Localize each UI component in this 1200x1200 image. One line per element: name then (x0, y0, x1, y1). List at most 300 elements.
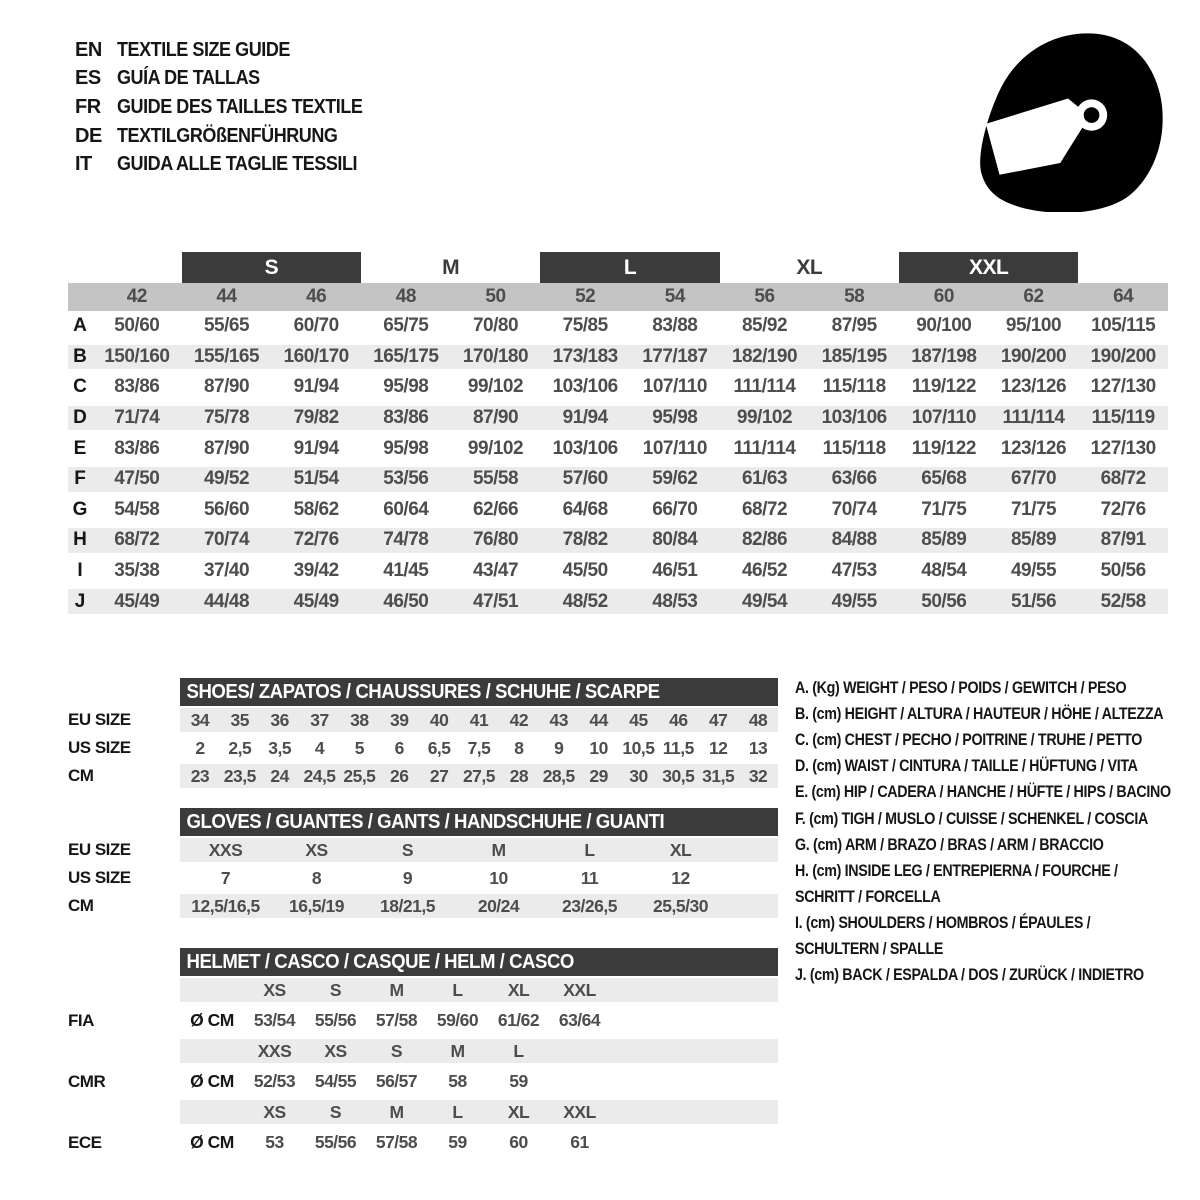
cell: 28 (509, 765, 529, 786)
cell: 182/190 (731, 345, 798, 367)
legend-text: I. (cm) SHOULDERS / HOMBROS / ÉPAULES / (795, 912, 1091, 932)
cell: XXL (563, 1101, 596, 1122)
cell: 115/119 (1091, 407, 1155, 429)
cell: M (491, 839, 506, 860)
cell: 55/56 (314, 1132, 357, 1152)
diameter-unit: Ø CM (190, 1132, 234, 1152)
cell: 123/126 (1000, 437, 1067, 459)
cell: 91/94 (293, 376, 339, 398)
cell: 12,5/16,5 (191, 895, 260, 916)
cell: 177/187 (642, 345, 708, 367)
cell: 105/115 (1091, 315, 1156, 337)
cell: 83/88 (652, 315, 698, 337)
cell: L (452, 979, 463, 1000)
cell: 115/118 (822, 376, 886, 398)
cell: 4 (314, 737, 325, 758)
cell: XS (263, 979, 286, 1000)
cell: 49/55 (1010, 560, 1057, 582)
cell: 35 (230, 709, 250, 730)
cell: 56/57 (375, 1071, 418, 1091)
legend-text: SCHRITT / FORCELLA (795, 886, 941, 906)
cell: 2,5 (228, 737, 252, 758)
diameter-unit: Ø CM (190, 1071, 234, 1091)
cell: 51/54 (293, 468, 339, 490)
size-group-xl: XL (796, 255, 823, 279)
cell: 127/130 (1090, 376, 1156, 398)
lang-title: GUIDE DES TAILLES TEXTILE (117, 95, 363, 118)
lang-row (75, 93, 390, 122)
cell: 35/38 (114, 560, 160, 582)
lang-code: IT (75, 153, 92, 176)
cell: 87/95 (831, 315, 877, 337)
cell: 47/50 (114, 468, 160, 490)
cell: 28,5 (542, 765, 575, 786)
helmet-fia-values-row (68, 1004, 778, 1037)
cell: 47/51 (472, 590, 519, 612)
cell: 10 (589, 737, 608, 758)
cell: 107/110 (911, 407, 976, 429)
gloves-us-row (68, 864, 778, 892)
cell: 185/195 (821, 345, 887, 367)
legend-line (795, 753, 1185, 779)
cell: S (329, 1101, 342, 1122)
cell: 12 (671, 867, 690, 888)
lang-row (75, 150, 390, 179)
cell: 170/180 (462, 345, 529, 367)
cell: XXS (257, 1040, 292, 1061)
cell: 99/102 (467, 437, 524, 459)
cell: 8 (311, 867, 322, 888)
cell: 91/94 (562, 407, 608, 429)
cell: 37 (310, 709, 329, 730)
cell: 40 (429, 709, 449, 730)
cell: 99/102 (736, 407, 793, 429)
lang-row (75, 122, 390, 151)
cell: 23 (190, 765, 210, 786)
cell: 50/60 (114, 315, 160, 337)
cell: M (450, 1040, 465, 1061)
row-label: CMR (68, 1071, 106, 1091)
cell: 82/86 (741, 529, 788, 551)
size-col: 52 (575, 286, 596, 307)
cell: 85/89 (1010, 529, 1057, 551)
cell: 7 (220, 867, 231, 888)
cell: 190/200 (1000, 345, 1067, 367)
size-group-m: M (442, 255, 460, 279)
cell: 53/56 (383, 468, 429, 490)
cell: 91/94 (293, 437, 339, 459)
cell: 63/64 (558, 1010, 601, 1030)
cell: 11 (580, 867, 599, 888)
cell: 68/72 (114, 529, 160, 551)
gloves-table (68, 808, 778, 920)
legend-line (795, 832, 1185, 858)
helmet-table (68, 948, 778, 1159)
cell: 48/54 (921, 560, 967, 582)
cell: S (390, 1040, 403, 1061)
cell: 23/26,5 (562, 895, 617, 916)
cell: 47 (708, 709, 728, 730)
spacer (68, 1037, 180, 1065)
cell: 103/106 (552, 437, 618, 459)
cell: 27,5 (462, 765, 496, 786)
textile-size-table (68, 252, 1168, 617)
cell: 150/160 (104, 345, 170, 367)
cell: 20/24 (477, 895, 520, 916)
cell: XL (669, 839, 692, 860)
cell: 50/56 (1100, 560, 1146, 582)
cell: XS (324, 1040, 347, 1061)
cell: XS (305, 839, 328, 860)
cell: 26 (390, 765, 409, 786)
cell: 59 (509, 1071, 528, 1091)
cell: 51/56 (1010, 590, 1057, 612)
lang-title: GUIDA ALLE TAGLIE TESSILI (117, 153, 358, 176)
cell: 57/58 (375, 1132, 418, 1152)
cell: 49/52 (203, 468, 250, 490)
cell: 12 (708, 737, 728, 758)
cell: 55/56 (314, 1010, 357, 1030)
helmet-cmr-sizes-row (68, 1037, 778, 1065)
cell: 54/55 (314, 1071, 357, 1091)
cell: 55/58 (472, 468, 519, 490)
spacer (68, 1098, 180, 1126)
cell: 39 (390, 709, 409, 730)
size-col: 64 (1113, 286, 1134, 307)
lang-code: DE (75, 124, 102, 147)
numeric-size-row (68, 283, 1168, 311)
size-group-l: L (540, 252, 719, 283)
language-title-block (75, 36, 390, 179)
cell: 78/82 (562, 529, 608, 551)
diameter-unit: Ø CM (190, 1010, 234, 1030)
cell: 71/75 (921, 498, 967, 520)
cell: 46/50 (383, 590, 429, 612)
helmet-fia-sizes-row (68, 976, 778, 1004)
legend-text: B. (cm) HEIGHT / ALTURA / HAUTEUR / HÖHE / ALTEZZA (795, 704, 1164, 724)
cell: 95/100 (1005, 315, 1062, 337)
cell: 72/76 (1100, 498, 1146, 520)
cell: 58/62 (293, 498, 339, 520)
cell: 83/86 (383, 407, 429, 429)
cell: 46/52 (741, 560, 788, 582)
cell: 55/65 (203, 315, 250, 337)
lang-title: GUÍA DE TALLAS (117, 67, 260, 90)
cell: S (401, 839, 414, 860)
cell: 53 (265, 1132, 284, 1152)
cell: 25,5 (343, 765, 376, 786)
cell: 111/114 (1002, 407, 1065, 429)
size-col: 44 (216, 286, 237, 307)
cell: 54/58 (114, 498, 160, 520)
cell: 5 (354, 737, 364, 758)
cell: 10 (489, 867, 508, 888)
cell: 32 (748, 765, 768, 786)
cell: 75/85 (562, 315, 608, 337)
shoes-us-row (68, 734, 778, 762)
cell: XXL (563, 979, 596, 1000)
cell: M (389, 979, 404, 1000)
cell: 59 (448, 1132, 467, 1152)
cell: 79/82 (293, 407, 339, 429)
cell: 65/68 (921, 468, 967, 490)
legend-line (795, 858, 1185, 884)
cell: 16,5/19 (289, 895, 344, 916)
size-group-s: S (182, 252, 361, 283)
row-label: CM (68, 766, 94, 785)
legend-line (795, 727, 1185, 753)
size-col: 48 (395, 286, 416, 307)
cell: 9 (402, 867, 413, 888)
cell: 190/200 (1090, 345, 1156, 367)
cell: 52/53 (253, 1071, 296, 1091)
cell: 187/198 (911, 345, 977, 367)
cell: S (329, 979, 342, 1000)
cell: 61 (570, 1132, 589, 1152)
cell: 70/74 (203, 529, 250, 551)
cell: 2 (195, 737, 205, 758)
size-col: 54 (664, 286, 685, 307)
cell: 111/114 (733, 437, 796, 459)
cell: 48/52 (562, 590, 608, 612)
cell: 107/110 (642, 437, 707, 459)
gloves-cm-row (68, 892, 778, 920)
cell: 63/66 (831, 468, 877, 490)
row-label: EU SIZE (68, 710, 131, 729)
cell: 115/118 (822, 437, 886, 459)
cell: 61/62 (497, 1010, 540, 1030)
size-col: 50 (485, 286, 506, 307)
cell: 10,5 (622, 737, 655, 758)
cell: 27 (429, 765, 449, 786)
legend-line (795, 910, 1185, 936)
cell: 60/64 (383, 498, 429, 520)
cell: 66/70 (652, 498, 698, 520)
gloves-title: GLOVES / GUANTES / GANTS / HANDSCHUHE / GUANTI (186, 810, 665, 833)
measurement-legend (795, 675, 1185, 988)
cell: 64/68 (562, 498, 608, 520)
cell: 95/98 (652, 407, 698, 429)
cell: L (452, 1101, 463, 1122)
full-face-helmet-icon (972, 26, 1168, 212)
cell: 90/100 (916, 315, 972, 337)
cell: 80/84 (652, 529, 698, 551)
cell: XXS (208, 839, 243, 860)
lang-row (75, 65, 390, 94)
shoes-table (68, 678, 778, 790)
cell: 7,5 (467, 737, 491, 758)
gloves-title-bar (180, 808, 778, 836)
cell: 50/56 (921, 590, 967, 612)
cell: 34 (190, 709, 210, 730)
lang-code: EN (75, 38, 102, 61)
cell: 70/80 (472, 315, 519, 337)
cell: 36 (270, 709, 289, 730)
legend-line (795, 936, 1185, 962)
cell: 61/63 (741, 468, 788, 490)
cell: 74/78 (383, 529, 429, 551)
cell: 87/90 (203, 376, 250, 398)
cell: 103/106 (821, 407, 887, 429)
table-row-e (68, 433, 1168, 464)
cell: 53/54 (253, 1010, 296, 1030)
helmet-title-bar (180, 948, 778, 976)
cell: 59/60 (436, 1010, 479, 1030)
lang-title: TEXTILE SIZE GUIDE (117, 38, 290, 61)
cell: 30 (629, 765, 648, 786)
row-label: ECE (68, 1132, 102, 1152)
cell: 18/21,5 (380, 895, 435, 916)
row-label: EU SIZE (68, 840, 131, 859)
legend-text: D. (cm) WAIST / CINTURA / TAILLE / HÜFTUNG / VITA (795, 756, 1138, 776)
lang-code: ES (75, 67, 101, 90)
cell: 29 (589, 765, 608, 786)
cell: 72/76 (293, 529, 339, 551)
cell: 67/70 (1010, 468, 1057, 490)
cell: 57/60 (562, 468, 608, 490)
row-label: B (73, 345, 87, 367)
shoes-eu-row (68, 706, 778, 734)
legend-text: G. (cm) ARM / BRAZO / BRAS / ARM / BRACCIO (795, 834, 1104, 854)
cell: 65/75 (383, 315, 429, 337)
legend-line (795, 675, 1185, 701)
cell: 41/45 (383, 560, 429, 582)
cell: 99/102 (467, 376, 524, 398)
legend-line (795, 805, 1185, 831)
table-row-c (68, 372, 1168, 403)
legend-line (795, 962, 1185, 988)
cell: 71/75 (1010, 498, 1057, 520)
table-row-j (68, 586, 1168, 617)
cell: 24 (270, 765, 289, 786)
cell: 68/72 (741, 498, 788, 520)
shoes-title-bar (180, 678, 778, 706)
legend-text: SCHULTERN / SPALLE (795, 938, 944, 958)
shoes-title: SHOES/ ZAPATOS / CHAUSSURES / SCHUHE / SCARPE (186, 680, 660, 703)
cell: 45/50 (562, 560, 608, 582)
cell: 173/183 (552, 345, 618, 367)
cell: 9 (554, 737, 564, 758)
cell: 85/92 (741, 315, 788, 337)
legend-line (795, 779, 1185, 805)
size-group-xxl: XXL (899, 252, 1078, 283)
legend-text: C. (cm) CHEST / PECHO / POITRINE / TRUHE / PETTO (795, 730, 1142, 750)
legend-text: A. (Kg) WEIGHT / PESO / POIDS / GEWITCH / PESO (795, 678, 1127, 698)
cell: 103/106 (552, 376, 618, 398)
cell: 119/122 (911, 376, 976, 398)
row-label: H (73, 529, 87, 551)
cell: 49/55 (831, 590, 877, 612)
gloves-eu-row (68, 836, 778, 864)
cell: 44 (589, 709, 608, 730)
row-label: F (74, 468, 86, 490)
cell: 76/80 (472, 529, 519, 551)
cell: 95/98 (383, 437, 429, 459)
helmet-ece-values-row (68, 1126, 778, 1159)
table-row-b (68, 342, 1168, 373)
row-label: E (73, 437, 87, 459)
cell: 57/58 (375, 1010, 418, 1030)
helmet-ece-sizes-row (68, 1098, 778, 1126)
cell: XL (507, 979, 530, 1000)
table-row-a (68, 311, 1168, 342)
legend-text: E. (cm) HIP / CADERA / HANCHE / HÜFTE / HIPS / BACINO (795, 782, 1171, 802)
cell: 6 (394, 737, 404, 758)
row-label: J (74, 590, 86, 612)
legend-line (795, 884, 1185, 910)
cell: L (584, 839, 595, 860)
row-label: C (73, 376, 87, 398)
cell: 85/89 (921, 529, 967, 551)
cell: 42 (509, 709, 529, 730)
cell: 62/66 (472, 498, 519, 520)
size-col: 60 (933, 286, 954, 307)
cell: 3,5 (268, 737, 292, 758)
cell: 43 (549, 709, 568, 730)
cell: 56/60 (203, 498, 250, 520)
cell: 165/175 (373, 345, 439, 367)
cell: 60/70 (293, 315, 339, 337)
cell: 111/114 (733, 376, 796, 398)
cell: 48/53 (652, 590, 698, 612)
table-row-i (68, 556, 1168, 587)
cell: XL (507, 1101, 530, 1122)
cell: 13 (748, 737, 768, 758)
cell: 47/53 (831, 560, 877, 582)
cell: 75/78 (203, 407, 250, 429)
row-label: US SIZE (68, 868, 131, 887)
lang-row (75, 36, 390, 65)
cell: 59/62 (652, 468, 698, 490)
cell: 87/91 (1100, 529, 1146, 551)
cell: 38 (350, 709, 369, 730)
table-row-g (68, 495, 1168, 526)
cell: 41 (469, 709, 489, 730)
table-row-h (68, 525, 1168, 556)
lang-title: TEXTILGRÖßENFÜHRUNG (117, 124, 338, 147)
cell: 119/122 (911, 437, 976, 459)
helmet-title: HELMET / CASCO / CASQUE / HELM / CASCO (186, 950, 574, 973)
cell: L (513, 1040, 524, 1061)
cell: 70/74 (831, 498, 877, 520)
cell: 83/86 (114, 437, 160, 459)
cell: 84/88 (831, 529, 877, 551)
cell: 58 (448, 1071, 467, 1091)
cell: 44/48 (203, 590, 250, 612)
cell: 37/40 (203, 560, 250, 582)
row-label: FIA (68, 1010, 94, 1030)
legend-line (795, 701, 1185, 727)
cell: 123/126 (1000, 376, 1067, 398)
cell: 30,5 (662, 765, 695, 786)
cell: 68/72 (1100, 468, 1146, 490)
cell: 160/170 (283, 345, 349, 367)
row-label: G (72, 498, 88, 520)
spacer (68, 976, 180, 1004)
cell: 23,5 (223, 765, 256, 786)
cell: 45/49 (114, 590, 160, 612)
cell: 60 (509, 1132, 528, 1152)
cell: 48 (748, 709, 768, 730)
table-row-d (68, 403, 1168, 434)
size-col: 46 (306, 286, 327, 307)
cell: 8 (514, 737, 524, 758)
cell: 87/90 (203, 437, 250, 459)
helmet-cmr-values-row (68, 1065, 778, 1098)
lang-code: FR (75, 95, 101, 118)
cell: 6,5 (427, 737, 451, 758)
cell: 24,5 (303, 765, 336, 786)
